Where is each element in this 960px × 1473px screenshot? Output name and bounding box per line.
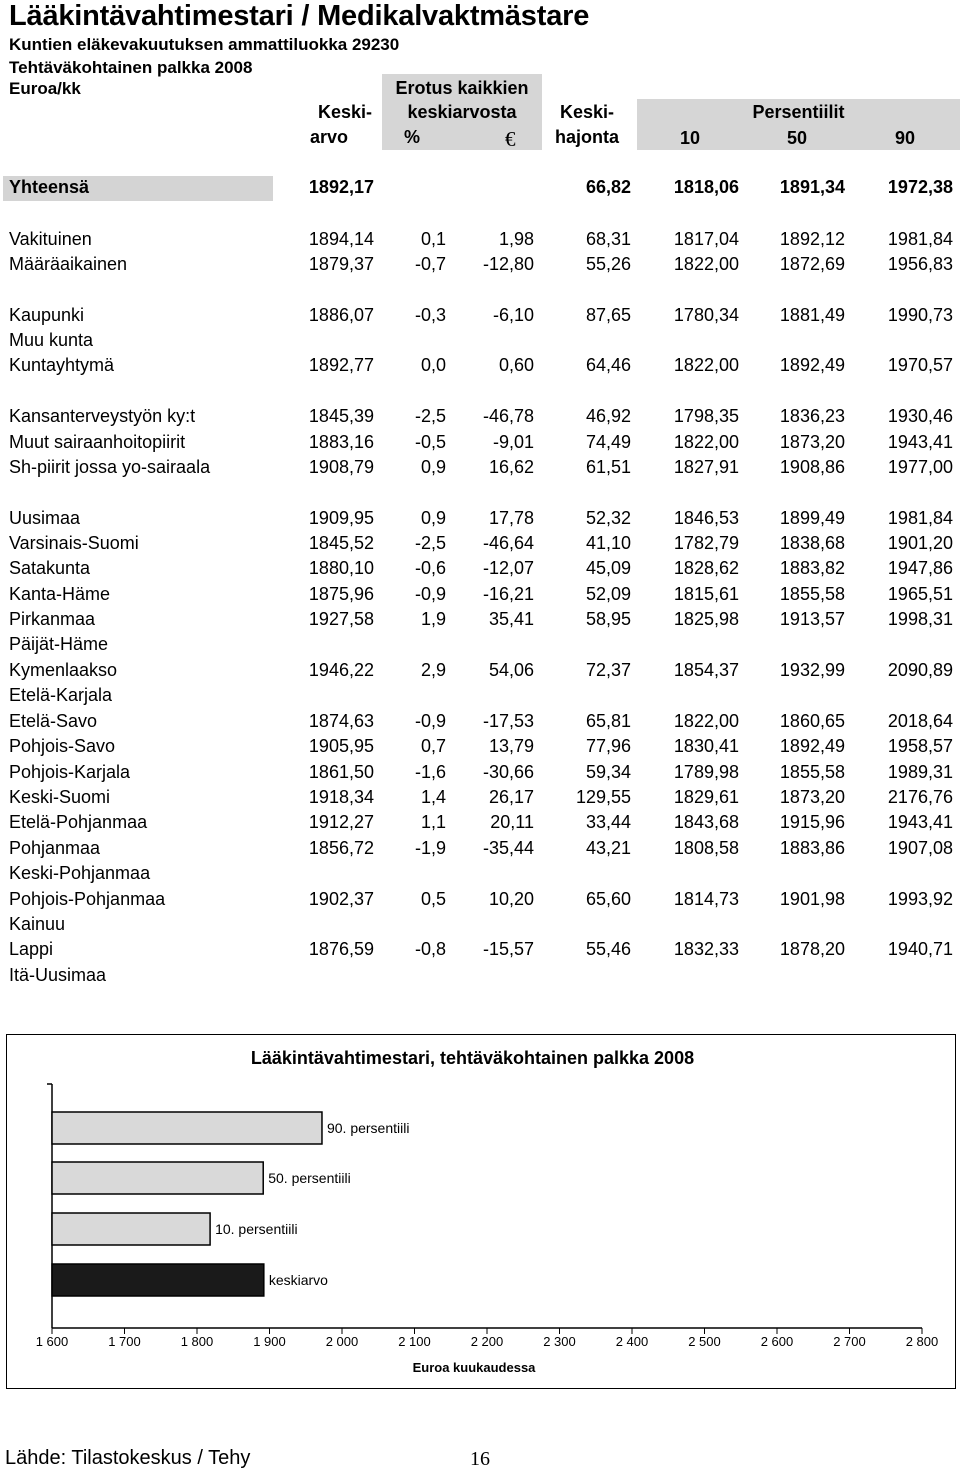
table-row [0,609,960,633]
x-tick-label: 1 800 [180,1334,214,1349]
cell-pct: -0,7 [414,254,446,274]
cell-sd: 58,95 [585,609,631,629]
table-row [0,889,960,913]
cell-eur: 16,62 [488,457,534,477]
cell-p10: 1782,79 [673,533,739,553]
source-footer: Lähde: Tilastokeskus / Tehy [5,1447,251,1469]
x-tick-label: 2 700 [833,1334,866,1349]
cell-p50: 1836,23 [779,406,845,426]
table-row [0,685,960,709]
cell-pct: 0,5 [420,889,446,909]
cell-sd: 52,32 [585,508,631,528]
header-p90: 90 [895,128,916,148]
cell-p90: 1972,38 [887,177,953,197]
pay-type: Tehtäväkohtainen palkka 2008 [9,58,253,77]
bar-10-persentiili [52,1213,210,1245]
cell-avg: 1861,50 [308,762,374,782]
cell-p50: 1878,20 [779,939,845,959]
cell-p90: 2176,76 [887,787,953,807]
cell-p90: 1981,84 [887,508,953,528]
cell-avg: 1927,58 [308,609,374,629]
cell-p90: 1958,57 [887,736,953,756]
cell-sd: 41,10 [585,533,631,553]
cell-eur: 35,41 [488,609,534,629]
cell-pct: -0,5 [414,432,446,452]
cell-eur: -6,10 [492,305,534,325]
cell-p90: 1930,46 [887,406,953,426]
cell-pct: -2,5 [414,406,446,426]
cell-pct: 0,0 [420,355,446,375]
cell-p10: 1854,37 [673,660,739,680]
cell-p10: 1828,62 [673,558,739,578]
cell-sd: 72,37 [585,660,631,680]
table-row [0,229,960,253]
cell-eur: 0,60 [498,355,534,375]
row-label: Etelä-Karjala [9,685,113,705]
cell-avg: 1879,37 [308,254,374,274]
header-hajonta-1: Keski- [560,102,615,122]
header-persentiilit: Persentiilit [752,102,845,122]
table-row [0,939,960,963]
cell-avg: 1886,07 [308,305,374,325]
cell-sd: 61,51 [585,457,631,477]
cell-sd: 65,81 [585,711,631,731]
cell-p90: 1970,57 [887,355,953,375]
header-erotus-2: keskiarvosta [407,102,517,122]
table-row [0,812,960,836]
cell-sd: 52,09 [585,584,631,604]
cell-p10: 1832,33 [673,939,739,959]
cell-avg: 1880,10 [308,558,374,578]
cell-p90: 1901,20 [887,533,953,553]
cell-sd: 74,49 [585,432,631,452]
cell-avg: 1894,14 [308,229,374,249]
table-row [0,711,960,735]
cell-eur: -17,53 [482,711,534,731]
cell-avg: 1845,39 [308,406,374,426]
row-label: Satakunta [9,558,91,578]
cell-p10: 1818,06 [673,177,739,197]
cell-p10: 1789,98 [673,762,739,782]
cell-sd: 45,09 [585,558,631,578]
table-row [0,254,960,278]
cell-pct: 0,1 [420,229,446,249]
cell-pct: 1,4 [420,787,446,807]
cell-pct: -0,9 [414,711,446,731]
row-label: Etelä-Pohjanmaa [9,812,148,832]
cell-avg: 1908,79 [308,457,374,477]
cell-avg: 1946,22 [308,660,374,680]
cell-p10: 1822,00 [673,254,739,274]
row-label: Uusimaa [9,508,81,528]
cell-avg: 1909,95 [308,508,374,528]
cell-p90: 1990,73 [887,305,953,325]
x-tick-label: 1 700 [108,1334,141,1349]
cell-eur: 10,20 [488,889,534,909]
cell-p50: 1892,49 [779,736,845,756]
cell-avg: 1918,34 [308,787,374,807]
cell-p50: 1855,58 [779,762,845,782]
cell-p90: 1956,83 [887,254,953,274]
header-keskiarvo-1: Keski- [317,102,372,122]
header-p10: 10 [680,128,701,148]
cell-p90: 1940,71 [887,939,953,959]
cell-avg: 1892,17 [308,177,374,197]
cell-avg: 1875,96 [308,584,374,604]
cell-eur: 13,79 [488,736,534,756]
cell-sd: 59,34 [585,762,631,782]
bar-label: 50. persentiili [268,1170,351,1186]
page-title: Lääkintävahtimestari / Medikalvaktmästare [9,0,590,32]
table-row [0,558,960,582]
x-tick-label: 1 600 [35,1334,69,1349]
table-row [0,432,960,456]
bar-label: keskiarvo [268,1272,328,1288]
cell-eur: 54,06 [488,660,534,680]
cell-sd: 87,65 [585,305,631,325]
cell-avg: 1883,16 [308,432,374,452]
cell-p10: 1829,61 [673,787,739,807]
row-label: Pirkanmaa [9,609,96,629]
table-row [0,660,960,684]
row-label: Varsinais-Suomi [9,533,139,553]
cell-eur: -16,21 [482,584,534,604]
cell-p90: 1993,92 [887,889,953,909]
cell-p50: 1913,57 [779,609,845,629]
header-hajonta-2: hajonta [555,127,620,147]
cell-pct: 1,9 [420,609,446,629]
cell-p50: 1883,82 [779,558,845,578]
x-tick-label: 2 300 [543,1334,576,1349]
cell-pct: -1,9 [414,838,446,858]
cell-p90: 1965,51 [887,584,953,604]
cell-avg: 1902,37 [308,889,374,909]
cell-sd: 64,46 [585,355,631,375]
cell-p90: 1943,41 [887,432,953,452]
table-row [0,533,960,557]
x-tick-label: 2 200 [470,1334,504,1349]
percentile-bar-chart [0,1078,960,1378]
cell-eur: -9,01 [492,432,534,452]
bar-keskiarvo [52,1264,264,1296]
cell-pct: -1,6 [414,762,446,782]
cell-sd: 77,96 [585,736,631,756]
cell-p10: 1822,00 [673,355,739,375]
cell-p50: 1872,69 [779,254,845,274]
table-row [0,584,960,608]
cell-p90: 1981,84 [887,229,953,249]
cell-eur: 26,17 [488,787,534,807]
cell-sd: 46,92 [585,406,631,426]
header-p50: 50 [787,128,808,148]
cell-p10: 1814,73 [673,889,739,909]
cell-p50: 1915,96 [779,812,845,832]
cell-p90: 1989,31 [887,762,953,782]
table-row [0,330,960,354]
page-number: 16 [470,1448,490,1470]
cell-p90: 1943,41 [887,812,953,832]
x-tick-label: 2 100 [398,1334,431,1349]
cell-p90: 1947,86 [887,558,953,578]
cell-p10: 1780,34 [673,305,739,325]
row-label: Määräaikainen [9,254,128,274]
cell-pct: 0,9 [420,508,446,528]
cell-eur: 20,11 [490,812,534,832]
cell-p50: 1901,98 [779,889,845,909]
cell-pct: -2,5 [414,533,446,553]
cell-sd: 129,55 [575,787,631,807]
cell-p90: 1998,31 [887,609,953,629]
cell-p90: 2018,64 [887,711,953,731]
row-label: Kanta-Häme [9,584,111,604]
row-label: Kymenlaakso [9,660,118,680]
cell-p10: 1817,04 [673,229,739,249]
x-axis-label: Euroa kuukaudessa [412,1360,536,1375]
row-label: Lappi [9,939,54,959]
cell-p50: 1908,86 [779,457,845,477]
cell-eur: -30,66 [482,762,534,782]
row-label: Kaupunki [9,305,85,325]
cell-eur: -15,57 [482,939,534,959]
cell-avg: 1912,27 [308,812,374,832]
bar-label: 90. persentiili [326,1120,410,1136]
header-keskiarvo-2: arvo [309,127,348,147]
cell-pct: -0,8 [414,939,446,959]
cell-pct: -0,9 [414,584,446,604]
cell-p90: 1977,00 [887,457,953,477]
cell-p50: 1860,65 [779,711,845,731]
table-row [0,305,960,329]
cell-eur: 1,98 [498,229,534,249]
cell-pct: 0,7 [420,736,446,756]
cell-eur: -35,44 [482,838,534,858]
cell-p50: 1892,12 [779,229,845,249]
table-row [0,838,960,862]
bar-90-persentiili [52,1112,322,1144]
cell-p50: 1881,49 [779,305,845,325]
cell-sd: 55,26 [585,254,631,274]
table-row [0,634,960,658]
cell-avg: 1845,52 [308,533,374,553]
x-tick-label: 2 400 [615,1334,649,1349]
cell-p10: 1846,53 [673,508,739,528]
cell-p50: 1891,34 [779,177,845,197]
cell-avg: 1874,63 [308,711,374,731]
cell-p50: 1892,49 [779,355,845,375]
cell-p50: 1873,20 [779,787,845,807]
row-label: Kuntayhtymä [9,355,115,375]
table-row [0,355,960,379]
cell-sd: 65,60 [585,889,631,909]
cell-pct: 0,9 [420,457,446,477]
cell-p10: 1808,58 [673,838,739,858]
row-label: Sh-piirit jossa yo-sairaala [9,457,211,477]
cell-eur: -46,78 [482,406,534,426]
table-row [0,787,960,811]
row-label: Pohjois-Pohjanmaa [9,889,166,909]
cell-p10: 1843,68 [673,812,739,832]
cell-pct: 2,9 [420,660,446,680]
cell-eur: -12,07 [482,558,534,578]
row-label: Keski-Suomi [9,787,111,807]
row-label: Keski-Pohjanmaa [9,863,151,883]
row-label: Muut sairaanhoitopiirit [9,432,186,452]
table-row [0,762,960,786]
table-row [0,177,960,201]
table-row [0,406,960,430]
cell-eur: -46,64 [482,533,534,553]
x-tick-label: 2 800 [905,1334,939,1349]
cell-avg: 1892,77 [308,355,374,375]
header-pct: % [404,127,421,147]
header-eur: € [505,127,516,151]
cell-p10: 1822,00 [673,432,739,452]
cell-eur: -12,80 [482,254,534,274]
cell-p90: 2090,89 [887,660,953,680]
cell-sd: 43,21 [585,838,631,858]
row-label: Yhteensä [9,177,90,197]
cell-p10: 1830,41 [673,736,739,756]
chart-title: Lääkintävahtimestari, tehtäväkohtainen palkka 2008 [250,1048,695,1068]
cell-avg: 1905,95 [308,736,374,756]
row-label: Kansanterveystyön ky:t [9,406,196,426]
bar-label: 10. persentiili [215,1221,298,1237]
cell-p50: 1838,68 [779,533,845,553]
cell-sd: 55,46 [585,939,631,959]
occupation-class: Kuntien eläkevakuutuksen ammattiluokka 29230 [9,35,400,54]
cell-p10: 1822,00 [673,711,739,731]
row-label: Pohjois-Savo [9,736,116,756]
cell-pct: -0,3 [414,305,446,325]
cell-pct: -0,6 [414,558,446,578]
cell-p50: 1855,58 [779,584,845,604]
cell-p90: 1907,08 [887,838,953,858]
cell-sd: 66,82 [585,177,631,197]
row-label: Pohjois-Karjala [9,762,131,782]
row-label: Päijät-Häme [9,634,109,654]
table-row [0,863,960,887]
cell-p50: 1883,86 [779,838,845,858]
table-row [0,457,960,481]
x-tick-label: 2 000 [325,1334,359,1349]
row-label: Kainuu [9,914,66,934]
row-label: Muu kunta [9,330,94,350]
cell-p10: 1825,98 [673,609,739,629]
x-tick-label: 1 900 [253,1334,286,1349]
cell-p50: 1932,99 [779,660,845,680]
cell-sd: 33,44 [585,812,631,832]
cell-p10: 1827,91 [673,457,739,477]
header-erotus-1: Erotus kaikkien [395,78,529,98]
cell-avg: 1876,59 [308,939,374,959]
cell-p50: 1899,49 [779,508,845,528]
bar-50-persentiili [52,1162,263,1194]
cell-pct: 1,1 [420,812,446,832]
cell-p50: 1873,20 [779,432,845,452]
table-row [0,914,960,938]
row-label: Etelä-Savo [9,711,98,731]
row-label: Pohjanmaa [9,838,101,858]
cell-avg: 1856,72 [308,838,374,858]
row-label: Vakituinen [9,229,92,249]
table-row [0,965,960,989]
cell-eur: 17,78 [488,508,534,528]
x-tick-label: 2 600 [760,1334,794,1349]
row-label: Itä-Uusimaa [9,965,107,985]
cell-p10: 1798,35 [673,406,739,426]
unit-label: Euroa/kk [9,79,81,98]
cell-sd: 68,31 [585,229,631,249]
cell-p10: 1815,61 [673,584,739,604]
table-row [0,736,960,760]
x-tick-label: 2 500 [688,1334,721,1349]
table-row [0,508,960,532]
